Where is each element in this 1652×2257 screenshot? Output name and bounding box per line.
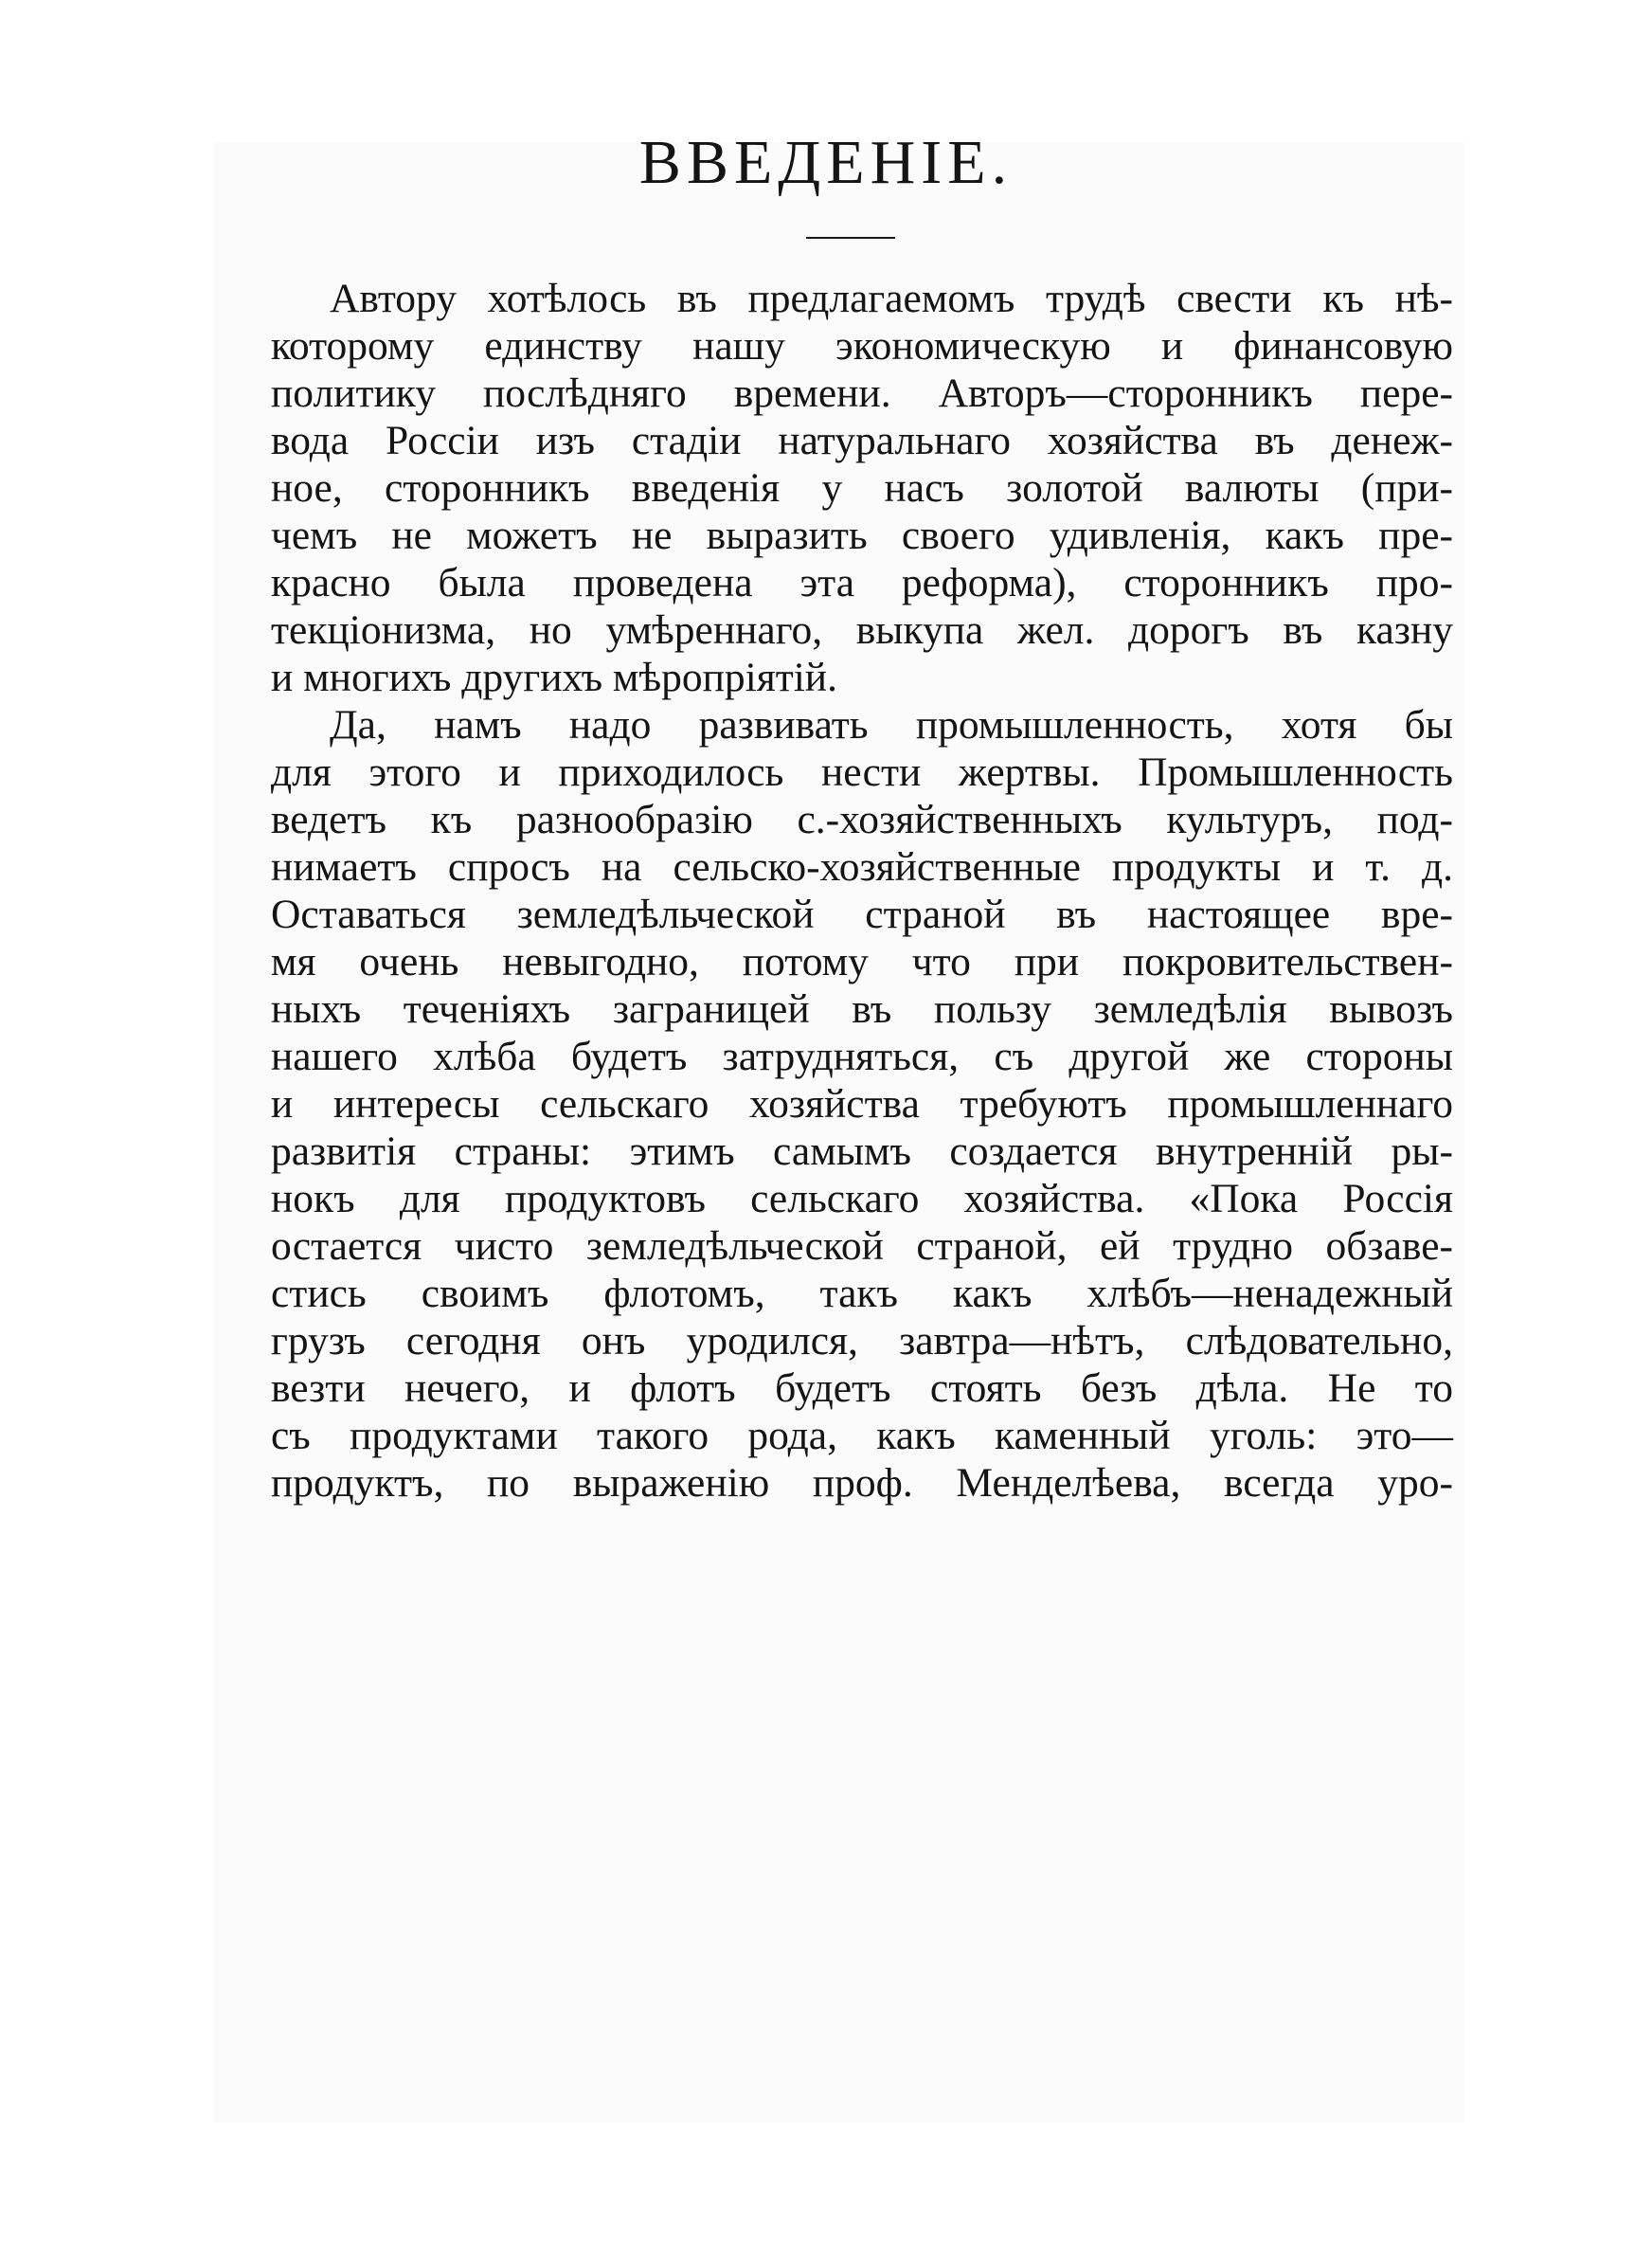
text-line: везти нечего, и флотъ будетъ стоять безъ дѣла. Не то — [271, 1365, 1453, 1411]
text-line: и многихъ другихъ мѣропрiятiй. — [271, 655, 837, 700]
body-text — [271, 275, 1453, 1507]
text-line: грузъ сегодня онъ уродился, завтра—нѣтъ, слѣдовательно, — [271, 1318, 1453, 1363]
text-line: съ продуктами такого рода, какъ каменный уголь: это— — [271, 1413, 1453, 1458]
text-line: стись своимъ флотомъ, такъ какъ хлѣбъ—ненадежный — [271, 1271, 1453, 1316]
text-line: политику послѣдняго времени. Авторъ—сторонникъ пере- — [271, 370, 1453, 416]
text-line: нимаетъ спросъ на сельско-хозяйственные продукты и т. д. — [271, 844, 1453, 890]
text-line: нашего хлѣба будетъ затрудняться, съ другой же стороны — [271, 1034, 1453, 1079]
text-line: текцiонизма, но умѣреннаго, выкупа жел. дорогъ въ казну — [271, 607, 1453, 653]
text-line: чемъ не можетъ не выразить своего удивленiя, какъ пре- — [271, 513, 1453, 558]
text-line: остается чисто земледѣльческой страной, ей трудно обзаве- — [271, 1223, 1453, 1269]
text-line: красно была проведена эта реформа), сторонникъ про- — [271, 560, 1453, 605]
text-line: Оставаться земледѣльческой страной въ настоящее вре- — [271, 892, 1453, 937]
title-rule — [806, 237, 895, 239]
text-line: нокъ для продуктовъ сельскаго хозяйства. «Пока Россiя — [271, 1176, 1453, 1221]
text-line: вода Россiи изъ стадiи натуральнаго хозяйства въ денеж- — [271, 418, 1453, 463]
paragraph-1 — [271, 275, 1453, 701]
paragraph-2 — [271, 701, 1453, 1507]
text-line: и интересы сельскаго хозяйства требуютъ промышленнаго — [271, 1081, 1453, 1127]
text-line: продуктъ, по выраженiю проф. Менделѣева, всегда уро- — [271, 1460, 1453, 1506]
text-line: мя очень невыгодно, потому что при покровительствен- — [271, 939, 1453, 984]
text-line: ведетъ къ разнообразiю с.-хозяйственныхъ культуръ, под- — [271, 797, 1453, 842]
text-line: которому единству нашу экономическую и финансовую — [271, 323, 1453, 369]
text-line: Да, намъ надо развивать промышленность, хотя бы — [330, 702, 1453, 748]
text-line: ное, сторонникъ введенiя у насъ золотой валюты (при- — [271, 465, 1453, 511]
text-line: ныхъ теченiяхъ заграницей въ пользу земледѣлiя вывозъ — [271, 986, 1453, 1032]
text-line: развитiя страны: этимъ самымъ создается внутреннiй ры- — [271, 1128, 1453, 1174]
text-line: Автору хотѣлось въ предлагаемомъ трудѣ свести къ нѣ- — [330, 276, 1453, 321]
page-title: ВВЕДЕНIЕ. — [638, 128, 1014, 197]
text-line: для этого и приходилось нести жертвы. Промышленность — [271, 749, 1453, 795]
